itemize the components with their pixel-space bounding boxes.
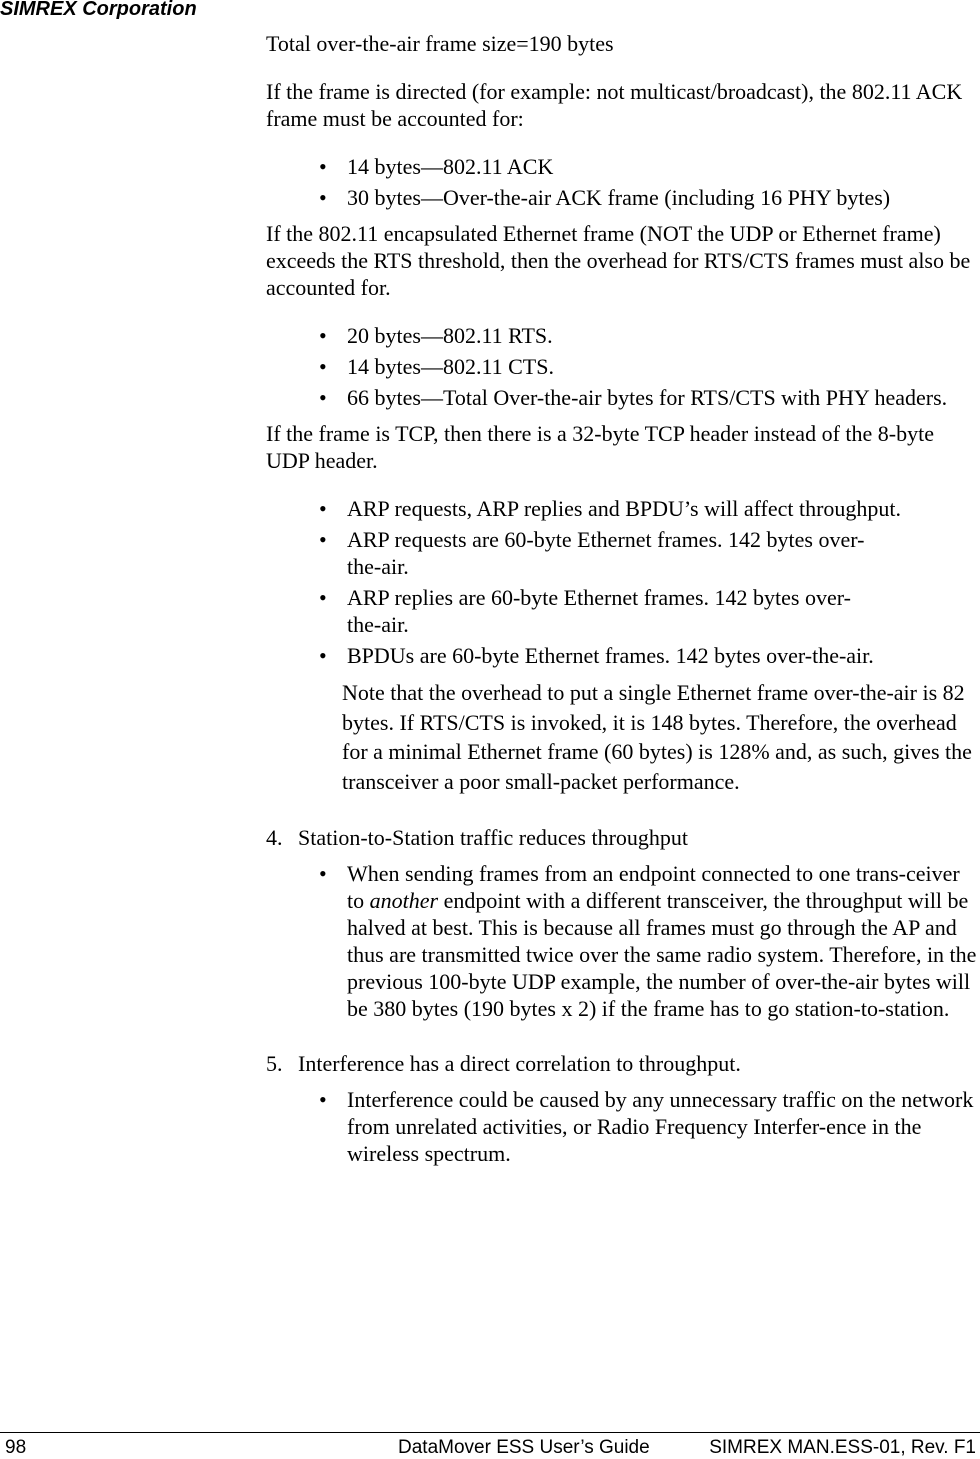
list-item-text: 30 bytes—Over-the-air ACK frame (including 16 PHY bytes) xyxy=(347,185,891,210)
list-item-text-before: When sending frames from an endpoint connected to one trans-ceiver to xyxy=(347,861,960,913)
list-item xyxy=(319,153,978,180)
paragraph-frame-size: Total over-the-air frame size=190 bytes xyxy=(266,31,614,56)
arp-bullet-list xyxy=(266,495,978,669)
list-item-text: 14 bytes—802.11 CTS. xyxy=(347,354,554,379)
bullet-icon: • xyxy=(319,385,327,410)
bullet-icon: • xyxy=(319,861,327,886)
list-item-text-after: endpoint with a different transceiver, the throughput will be halved at best. This is because all frames must go through the AP and thus are transmitted twice over the same radio system. Therefore, in the previous 100-byte UDP example, the number of over-the-air bytes will be 380 bytes (190 bytes x 2) if the frame has to go station-to-station. xyxy=(347,888,977,1021)
list-item-text: Interference could be caused by any unnecessary traffic on the network from unrelated activities, or Radio Frequency Interfer-ence in the wireless spectrum. xyxy=(347,1087,974,1166)
list-item xyxy=(319,526,887,580)
list-item xyxy=(319,353,978,380)
list-item-text: 66 bytes—Total Over-the-air bytes for RTS/CTS with PHY headers. xyxy=(347,385,948,410)
footer-document-id: SIMREX MAN.ESS-01, Rev. F1 xyxy=(709,1437,976,1458)
emphasis-another: another xyxy=(369,888,439,913)
bullet-icon: • xyxy=(319,585,327,610)
running-header-company: SIMREX Corporation xyxy=(0,0,197,20)
station-bullet-list xyxy=(266,860,978,1022)
rts-bullet-list xyxy=(266,322,978,411)
list-item xyxy=(319,495,978,522)
overhead-note: Note that the overhead to put a single Ethernet frame over-the-air is 82 bytes. If RTS/CTS is invoked, it is 148 bytes. Therefore, the overhead for a minimal Ethernet frame (60 bytes) is 128% and, as such, gives the transceiver a poor small-packet performance. xyxy=(342,680,972,794)
item-number: 5. xyxy=(266,1051,283,1076)
bullet-icon: • xyxy=(319,354,327,379)
page-body xyxy=(266,30,978,1176)
bullet-icon: • xyxy=(319,185,327,210)
footer-page-number: 98 xyxy=(5,1437,27,1458)
list-item-text: ARP replies are 60-byte Ethernet frames. 142 bytes over-the-air. xyxy=(347,585,851,637)
list-item xyxy=(319,584,872,638)
numbered-item-4-heading xyxy=(266,824,978,851)
bullet-icon: • xyxy=(319,323,327,348)
list-item-text: BPDUs are 60-byte Ethernet frames. 142 bytes over-the-air. xyxy=(347,643,874,668)
paragraph-directed-frame: If the frame is directed (for example: not multicast/broadcast), the 802.11 ACK frame must be accounted for: xyxy=(266,79,963,131)
footer-divider xyxy=(0,1432,980,1433)
list-item xyxy=(319,184,978,211)
item-number: 4. xyxy=(266,825,283,850)
paragraph-tcp-header: If the frame is TCP, then there is a 32-byte TCP header instead of the 8-byte UDP header. xyxy=(266,421,934,473)
list-item-text: ARP requests are 60-byte Ethernet frames. 142 bytes over-the-air. xyxy=(347,527,865,579)
footer-document-title: DataMover ESS User’s Guide xyxy=(398,1437,650,1458)
bullet-icon: • xyxy=(319,496,327,521)
bullet-icon: • xyxy=(319,643,327,668)
item-title: Interference has a direct correlation to throughput. xyxy=(298,1051,741,1076)
list-item xyxy=(319,642,978,669)
list-item-text: 20 bytes—802.11 RTS. xyxy=(347,323,553,348)
list-item xyxy=(319,322,978,349)
list-item-text: 14 bytes—802.11 ACK xyxy=(347,154,554,179)
bullet-icon: • xyxy=(319,1087,327,1112)
bullet-icon: • xyxy=(319,154,327,179)
list-item xyxy=(319,1086,978,1167)
list-item-text: ARP requests, ARP replies and BPDU’s will affect throughput. xyxy=(347,496,902,521)
list-item xyxy=(319,860,978,1022)
interference-bullet-list xyxy=(266,1086,978,1167)
numbered-item-5-heading xyxy=(266,1050,978,1077)
list-item xyxy=(319,384,978,411)
paragraph-rts-threshold: If the 802.11 encapsulated Ethernet frame (NOT the UDP or Ethernet frame) exceeds the RTS threshold, then the overhead for RTS/CTS frames must also be accounted for. xyxy=(266,221,971,300)
item-title: Station-to-Station traffic reduces throughput xyxy=(298,825,689,850)
ack-bullet-list xyxy=(266,153,978,211)
bullet-icon: • xyxy=(319,527,327,552)
